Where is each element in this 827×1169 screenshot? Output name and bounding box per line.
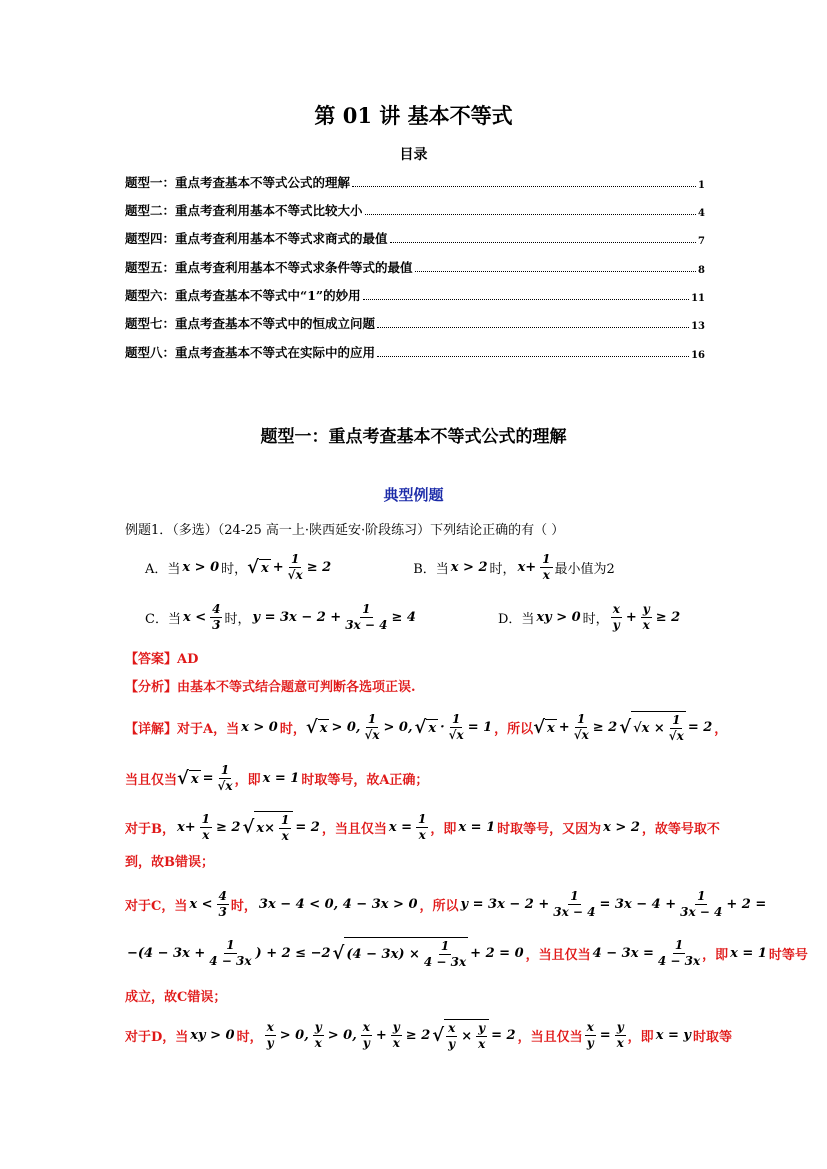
text: 时，: [582, 611, 609, 627]
content-line: [145, 545, 735, 589]
toc-entry[interactable]: [125, 314, 705, 332]
radical-icon: √: [619, 716, 632, 738]
radical-icon: √: [177, 767, 189, 789]
fraction: [585, 1020, 596, 1051]
numerator: 1: [201, 811, 211, 826]
math-expression: ≥ 2: [405, 1027, 431, 1043]
toc-leader-dots: [390, 242, 697, 243]
answer-text: 到，故B错误；: [125, 854, 214, 870]
answer-text: ，当且仅当: [321, 821, 387, 837]
math-expression: = 1: [467, 719, 493, 735]
square-root: [432, 1019, 489, 1052]
numerator: y: [314, 1019, 322, 1034]
denominator: x: [281, 828, 289, 843]
radicand: [344, 937, 468, 970]
radicand: [189, 770, 201, 787]
math-expression: > 0,: [327, 1027, 357, 1043]
math-expression: x: [190, 771, 199, 787]
denominator: y: [266, 1035, 274, 1050]
numerator: 1: [672, 712, 681, 727]
toc-page-number: 13: [691, 321, 705, 332]
fraction: [540, 552, 552, 583]
toc-title: 目录: [399, 147, 428, 163]
math-expression: x = 1: [458, 819, 496, 835]
answer-text: 对于D，当: [125, 1029, 189, 1045]
fraction: [391, 1020, 402, 1051]
numerator: x: [612, 601, 620, 616]
content-line: [125, 931, 808, 975]
math-expression: y = 3x − 2 +: [460, 896, 550, 912]
text: C．当: [145, 611, 181, 627]
answer-text: ，即: [430, 821, 457, 837]
denominator: 3x − 4: [553, 904, 596, 919]
toc-leader-dots: [352, 186, 696, 187]
text: A．当: [145, 561, 181, 577]
fraction: [553, 889, 595, 920]
answer-text: 时等号: [768, 947, 808, 963]
fraction: [424, 939, 466, 970]
answer-text: 【答案】AD: [125, 651, 199, 667]
numerator: 1: [291, 551, 300, 566]
denominator: 3: [218, 904, 227, 919]
toc-page-number: 16: [691, 350, 705, 361]
toc-label: 题型五：重点考查利用基本不等式求条件等式的最值: [125, 260, 413, 275]
answer-text: ，即: [234, 772, 261, 788]
section-heading: 题型一：重点考查基本不等式公式的理解: [260, 427, 567, 447]
answer-text: ，所以: [494, 721, 534, 737]
denominator: x: [392, 1035, 400, 1050]
math-expression: −(4 − 3x +: [127, 945, 206, 961]
denominator: x: [314, 1035, 322, 1050]
answer-text: 时取等号，又因为: [497, 821, 602, 837]
numerator: 1: [280, 812, 290, 827]
fraction: [364, 712, 379, 743]
denominator: √x: [573, 727, 589, 742]
toc-leader-dots: [415, 271, 697, 272]
square-root: [177, 768, 201, 789]
fraction: [217, 889, 229, 920]
denominator: y: [362, 1035, 370, 1050]
toc-label: 题型八：重点考查基本不等式在实际中的应用: [125, 345, 376, 360]
content-line: [125, 838, 715, 882]
math-expression: (4 − 3x) ×: [346, 946, 420, 962]
answer-text: ，故等号取不: [641, 821, 720, 837]
fraction: [611, 602, 622, 633]
text: 时，: [224, 611, 251, 627]
toc-label: 题型一：重点考查基本不等式公式的理解: [125, 175, 351, 190]
math-expression: +: [375, 1027, 387, 1043]
numerator: x: [448, 1020, 456, 1035]
toc-leader-dots: [365, 214, 697, 215]
radical-icon: √: [432, 1024, 445, 1046]
toc-leader-dots: [377, 356, 689, 357]
square-root: [247, 557, 271, 578]
toc-label: 题型四：重点考查利用基本不等式求商式的最值: [125, 231, 388, 246]
denominator: √x: [448, 727, 464, 742]
fraction: [680, 889, 722, 920]
text: 时，: [489, 561, 516, 577]
content-line: [125, 756, 715, 800]
math-expression: =: [599, 1027, 611, 1043]
math-expression: x = 1: [262, 770, 300, 786]
math-expression: x <: [182, 609, 207, 625]
denominator: 4 − 3x: [209, 953, 252, 968]
square-root: [333, 937, 469, 970]
content-line: [125, 973, 715, 1017]
square-root: [533, 717, 557, 738]
content-line: [125, 882, 767, 926]
text: 最小值为2: [554, 561, 615, 577]
numerator: 1: [452, 711, 461, 726]
toc-label: 题型二：重点考查利用基本不等式比较大小: [125, 203, 363, 218]
numerator: y: [392, 1019, 400, 1034]
numerator: 1: [440, 938, 450, 953]
square-root: [415, 717, 439, 738]
denominator: √x: [668, 728, 684, 743]
answer-text: ，所以: [419, 898, 459, 914]
answer-text: 当且仅当: [125, 772, 178, 788]
denominator: x: [202, 827, 210, 842]
math-expression: x: [428, 720, 437, 736]
math-expression: x: [319, 720, 328, 736]
math-expression: x×: [256, 820, 275, 836]
math-expression: 3x − 4 < 0, 4 − 3x > 0: [258, 896, 418, 912]
content-line: [125, 1013, 732, 1057]
fraction: [361, 1020, 372, 1051]
denominator: x: [542, 567, 550, 582]
math-expression: = 3x − 4 +: [599, 896, 677, 912]
typical-examples-heading: 典型例题: [383, 486, 444, 504]
radicand: [259, 559, 271, 576]
math-expression: 4 − 3x =: [592, 945, 654, 961]
radical-icon: √: [247, 556, 259, 578]
example-question: [125, 506, 715, 550]
math-expression: ≥ 2: [216, 819, 241, 835]
math-expression: = 2: [295, 819, 320, 835]
toc-page-number: 1: [698, 180, 705, 191]
answer-text: 时，: [230, 898, 257, 914]
numerator: 1: [226, 937, 235, 952]
fraction: [449, 712, 464, 743]
math-expression: x+: [177, 819, 196, 835]
math-expression: x > 2: [450, 559, 488, 575]
math-expression: ≥ 2: [655, 609, 681, 625]
answer-text: 时，: [279, 721, 306, 737]
toc-entry[interactable]: [125, 173, 705, 191]
radical-icon: √: [332, 942, 345, 964]
denominator: y: [586, 1035, 594, 1050]
numerator: 1: [577, 711, 586, 726]
numerator: 1: [418, 811, 427, 826]
math-expression: x: [261, 560, 269, 576]
denominator: x: [642, 617, 650, 632]
radical-icon: √: [414, 716, 427, 738]
numerator: y: [616, 1019, 624, 1034]
math-expression: > 0,: [279, 1027, 309, 1043]
math-expression: ) + 2 ≤ −2: [255, 945, 331, 961]
radicand: [444, 1019, 489, 1052]
content-line: [145, 595, 735, 639]
radicand: [631, 711, 686, 744]
fraction: [446, 1021, 457, 1052]
fraction: [345, 602, 387, 633]
math-expression: x: [547, 720, 555, 736]
fraction: [313, 1020, 324, 1051]
content-line: [125, 663, 715, 707]
numerator: x: [266, 1019, 274, 1034]
text: 例题1．（多选）（24-25 高一上·陕西延安·阶段练习）下列结论正确的有（ ）: [125, 522, 565, 538]
fraction: [476, 1021, 487, 1052]
toc-leader-dots: [363, 299, 689, 300]
math-expression: ≥ 2: [592, 719, 618, 735]
radical-icon: √: [533, 716, 546, 738]
denominator: √x: [287, 567, 303, 582]
toc-label: 题型六：重点考查基本不等式中“1”的妙用: [125, 288, 361, 303]
math-expression: xy > 0: [536, 609, 581, 625]
square-root: [306, 717, 330, 738]
answer-text: ，即: [702, 947, 729, 963]
text: D．当: [497, 611, 535, 627]
math-expression: x+: [517, 559, 537, 575]
answer-text: ，当且仅当: [517, 1029, 583, 1045]
numerator: 1: [674, 937, 684, 952]
toc-label: 题型七：重点考查基本不等式中的恒成立问题: [125, 316, 376, 331]
math-expression: +: [558, 719, 570, 735]
math-expression: xy > 0: [190, 1027, 235, 1043]
radicand: [426, 719, 438, 736]
answer-text: 【分析】由基本不等式结合题意可判断各选项正误.: [125, 679, 416, 695]
denominator: y: [612, 617, 620, 632]
denominator: √x: [364, 727, 380, 742]
numerator: 1: [220, 762, 230, 777]
math-expression: √x ×: [633, 720, 665, 736]
math-expression: x > 0: [241, 719, 278, 735]
denominator: 3: [212, 617, 221, 632]
fraction: [210, 602, 222, 633]
denominator: 3x − 4: [680, 904, 723, 919]
fraction: [218, 763, 233, 794]
denominator: 3x − 4: [345, 617, 388, 632]
denominator: x: [478, 1036, 486, 1051]
numerator: 1: [697, 888, 706, 903]
text: 时，: [221, 561, 248, 577]
numerator: x: [586, 1019, 594, 1034]
denominator: 4 − 3x: [657, 953, 701, 968]
numerator: 4: [212, 601, 221, 616]
square-root: [619, 711, 686, 744]
text: B．当: [413, 561, 449, 577]
answer-text: 对于C，当: [125, 898, 188, 914]
fraction: [288, 552, 303, 583]
toc-leader-dots: [377, 327, 689, 328]
numerator: 4: [218, 888, 227, 903]
math-expression: y = 3x − 2 +: [252, 609, 342, 625]
fraction: [209, 938, 251, 969]
math-expression: x = 1: [730, 945, 767, 961]
numerator: 1: [362, 601, 371, 616]
math-expression: x > 0: [182, 559, 220, 575]
fraction: [615, 1020, 626, 1051]
toc-page-number: 8: [698, 265, 705, 276]
answer-text: 成立，故C错误；: [125, 989, 227, 1005]
math-expression: x =: [388, 819, 412, 835]
math-expression: > 0,: [331, 719, 361, 735]
answer-text: ，即: [627, 1029, 654, 1045]
toc-entry[interactable]: [125, 343, 705, 361]
radicand: [545, 719, 557, 736]
fraction: [658, 938, 700, 969]
denominator: y: [448, 1036, 456, 1051]
toc-page-number: 7: [698, 236, 705, 247]
denominator: x: [418, 827, 426, 842]
fraction: [265, 1020, 276, 1051]
answer-text: 时取等: [692, 1029, 732, 1045]
math-expression: = 2: [491, 1027, 516, 1043]
denominator: x: [616, 1035, 624, 1050]
fraction: [574, 712, 589, 743]
math-expression: ≥ 2: [306, 559, 332, 575]
math-expression: +: [272, 559, 284, 575]
denominator: √x: [217, 778, 233, 793]
math-expression: =: [202, 770, 214, 786]
answer-text: 【详解】对于A，当: [125, 721, 240, 737]
answer-text: ，: [714, 721, 728, 737]
page-title: 第 01 讲 基本不等式: [314, 103, 513, 128]
toc-entry[interactable]: [125, 286, 705, 304]
toc-entry[interactable]: [125, 229, 705, 247]
toc-page-number: 4: [698, 208, 705, 219]
math-expression: ≥ 4: [391, 609, 416, 625]
fraction: [669, 713, 684, 744]
math-expression: ·: [440, 719, 445, 735]
math-expression: x = y: [655, 1027, 691, 1043]
radicand: [318, 719, 330, 736]
math-expression: +: [625, 609, 637, 625]
numerator: x: [362, 1019, 370, 1034]
radical-icon: √: [242, 816, 255, 838]
toc-page-number: 11: [691, 293, 705, 304]
math-expression: = 2: [687, 719, 713, 735]
answer-text: 时取等号，故A正确；: [301, 772, 429, 788]
toc-entry[interactable]: [125, 258, 705, 276]
denominator: 4 − 3x: [423, 954, 467, 969]
math-expression: x <: [189, 896, 213, 912]
content-line: [125, 705, 728, 749]
math-expression: + 2 =: [726, 896, 767, 912]
radical-icon: √: [305, 716, 318, 738]
answer-text: 时，: [236, 1029, 263, 1045]
toc-entry[interactable]: [125, 201, 705, 219]
math-expression: + 2 = 0: [470, 945, 524, 961]
numerator: 1: [542, 551, 551, 566]
numerator: y: [642, 601, 650, 616]
math-expression: x > 2: [603, 819, 640, 835]
numerator: y: [478, 1020, 486, 1035]
math-expression: ×: [461, 1028, 473, 1044]
answer-text: ，当且仅当: [525, 947, 591, 963]
answer-text: 对于B，: [125, 821, 175, 837]
math-expression: > 0,: [383, 719, 413, 735]
numerator: 1: [367, 711, 377, 726]
fraction: [641, 602, 652, 633]
numerator: 1: [570, 888, 579, 903]
